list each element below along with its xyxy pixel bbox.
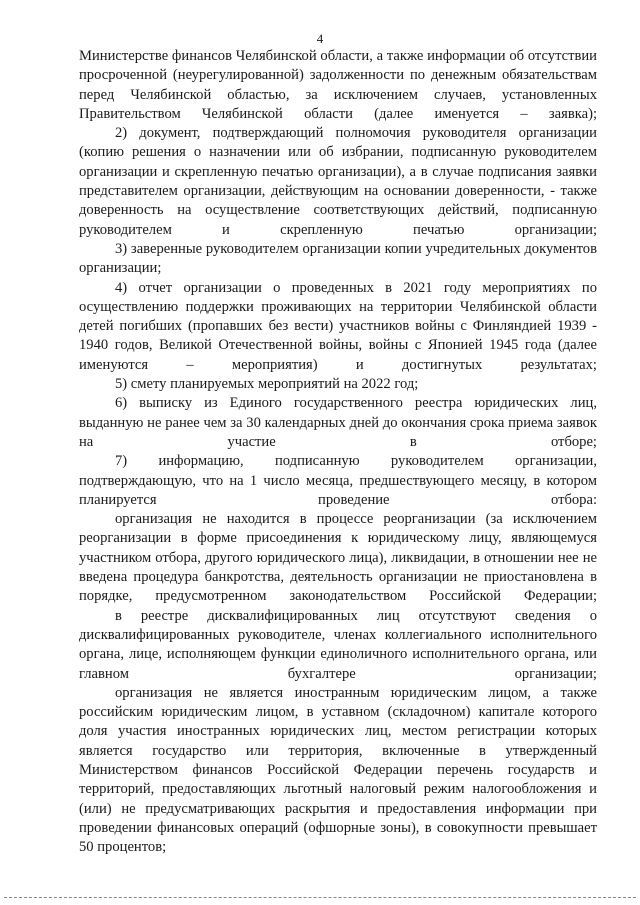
paragraph-disqualified-registry: в реестре дисквалифицированных лиц отсутствуют сведения о дисквалифицированных руководителе, членах коллегиального исполнительного органа, лице, исполняющем функции единоличного исполнительного органа, или главном бухгалтере организации; <box>79 607 597 682</box>
paragraph-item-4: 4) отчет организации о проведенных в 2021 году мероприятиях по осуществлению поддержки проживающих на территории Челябинской области детей погибших (пропавших без вести) участников войны с Финляндией 1939 - 1940 годов, Великой Отечественной войны, войны с Японией 1945 года (далее именуются – мероприятия) и достигнутых результатах; <box>79 279 597 373</box>
paragraph-foreign-entity: организация не является иностранным юридическим лицом, а также российским юридическим лицом, в уставном (складочном) капитале которого доля участия иностранных юридических лиц, местом регистрации которых является государство или территория, включенные в утвержденный Министерством финансов Российской Федерации перечень государств и территорий, предоставляющих льготный налоговый режим налогообложения и (или) не предусматривающих раскрытия и предоставления информации при проведении финансовых операций (офшорные зоны), в совокупности превышает 50 процентов; <box>79 684 597 856</box>
paragraph-item-5: 5) смету планируемых мероприятий на 2022 год; <box>115 376 419 393</box>
document-body <box>79 47 597 857</box>
paragraph-reorganization: организация не находится в процессе реорганизации (за исключением реорганизации в форме присоединения к юридическому лицу, являющемуся участником отбора, другого юридического лица), ликвидации, в отношении нее не введена процедура банкротства, деятельность организации не приостановлена в порядке, предусмотренном законодательством Российской Федерации; <box>79 511 597 605</box>
paragraph-item-6: 6) выписку из Единого государственного реестра юридических лиц, выданную не ранее чем за 30 календарных дней до окончания срока приема заявок на участие в отборе; <box>79 395 597 450</box>
paragraph-item-2: 2) документ, подтверждающий полномочия руководителя организации (копию решения о назначении или об избрании, подписанную руководителем организации и скрепленную печатью организации), а в случае подписания заявки представителем организации, действующим на основании доверенности, - также доверенность на осуществление соответствующих действий, подписанную руководителем и скрепленную печатью организации; <box>79 125 597 238</box>
paragraph-application-continuation: Министерстве финансов Челябинской области, а также информации об отсутствии просроченной (неурегулированной) задолженности по денежным обязательствам перед Челябинской областью, за исключением случаев, установленных Правительством Челябинской области (далее именуется – заявка); <box>79 48 597 122</box>
paragraph-item-7: 7) информацию, подписанную руководителем организации, подтверждающую, что на 1 число месяца, предшествующего месяцу, в котором планируется проведение отбора: <box>79 453 597 508</box>
paragraph-item-3: 3) заверенные руководителем организации копии учредительных документов организации; <box>79 240 597 277</box>
page-bottom-divider <box>4 897 636 898</box>
page-number: 4 <box>316 31 324 46</box>
